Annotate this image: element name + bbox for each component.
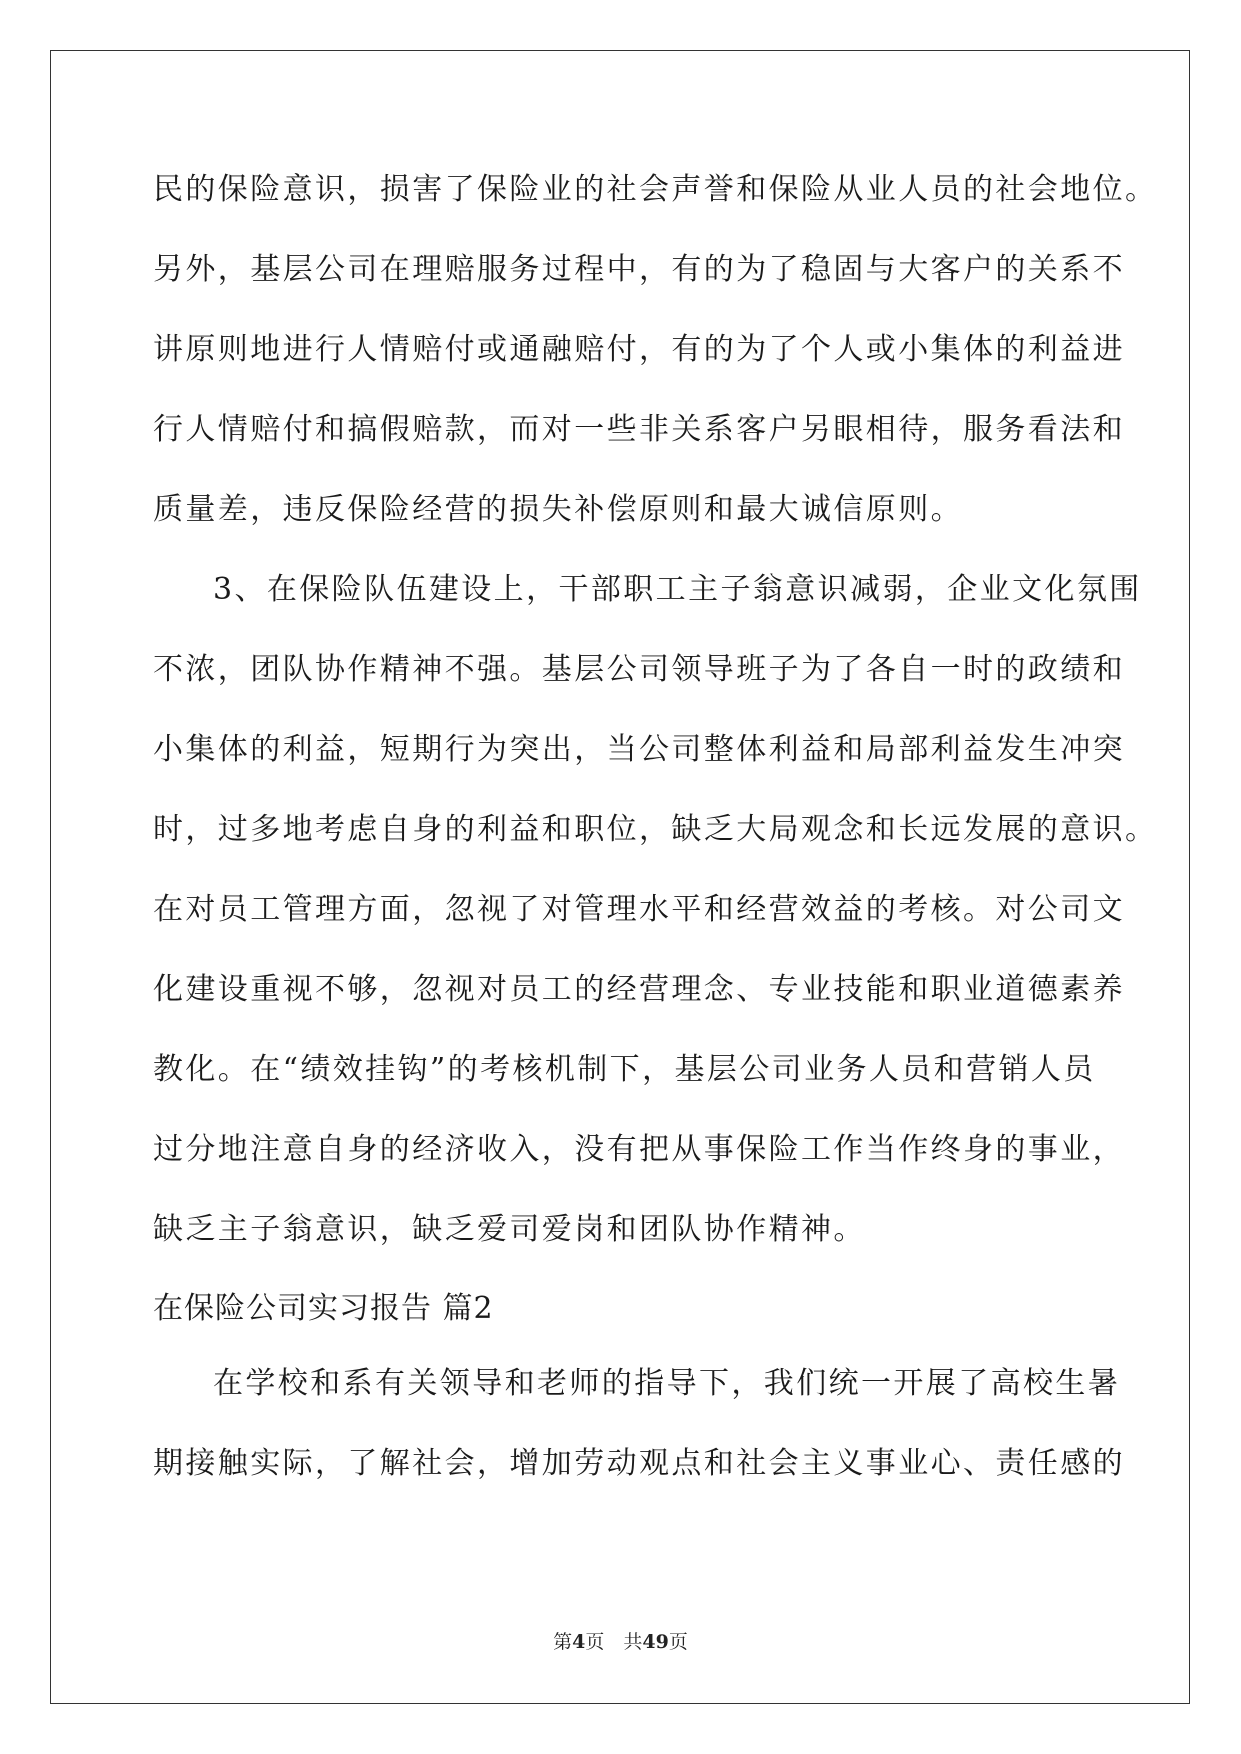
text-line: 化建设重视不够，忽视对员工的经营理念、专业技能和职业道德素养 [153,972,1125,1007]
text-line: 另外，基层公司在理赔服务过程中，有的为了稳固与大客户的关系不 [153,252,1125,287]
text-line: 民的保险意识，损害了保险业的社会声誉和保险从业人员的社会地位。 [153,172,1158,207]
text-line: 在对员工管理方面，忽视了对管理水平和经营效益的考核。对公司文 [153,892,1125,927]
text-line: 过分地注意自身的经济收入，没有把从事保险工作当作终身的事业， [153,1132,1125,1167]
text-line: 教化。在“绩效挂钩”的考核机制下，基层公司业务人员和营销人员 [153,1052,1096,1087]
total-page-count: 49 [642,1631,669,1653]
text-line: 讲原则地进行人情赔付或通融赔付，有的为了个人或小集体的利益进 [153,332,1125,367]
document-body [153,150,1158,1504]
text-line: 不浓，团队协作精神不强。基层公司领导班子为了各自一时的政绩和 [153,652,1125,687]
paragraph-3 [153,1344,1125,1504]
text-line: 小集体的利益，短期行为突出，当公司整体利益和局部利益发生冲突 [153,732,1125,767]
text-line: 行人情赔付和搞假赔款，而对一些非关系客户另眼相待，服务看法和 [153,412,1125,447]
text-line: 时，过多地考虑自身的利益和职位，缺乏大局观念和长远发展的意识。 [153,812,1158,847]
text-line: 在学校和系有关领导和老师的指导下，我们统一开展了高校生暑 [213,1366,1121,1401]
paragraph-2 [153,550,1158,1270]
page-footer [0,1627,1241,1654]
text-line: 质量差，违反保险经营的损失补偿原则和最大诚信原则。 [153,492,963,527]
section-heading: 在保险公司实习报告 篇2 [153,1291,494,1326]
paragraph-1 [153,150,1158,550]
footer-middle: 页 共 [585,1631,643,1653]
footer-suffix: 页 [668,1631,688,1653]
text-line: 3、在保险队伍建设上，干部职工主子翁意识减弱，企业文化氛围 [213,572,1142,607]
text-line: 缺乏主子翁意识，缺乏爱司爱岗和团队协作精神。 [153,1212,866,1247]
footer-prefix: 第 [553,1631,573,1653]
current-page-number: 4 [572,1631,586,1653]
text-line: 期接触实际，了解社会，增加劳动观点和社会主义事业心、责任感的 [153,1446,1125,1481]
